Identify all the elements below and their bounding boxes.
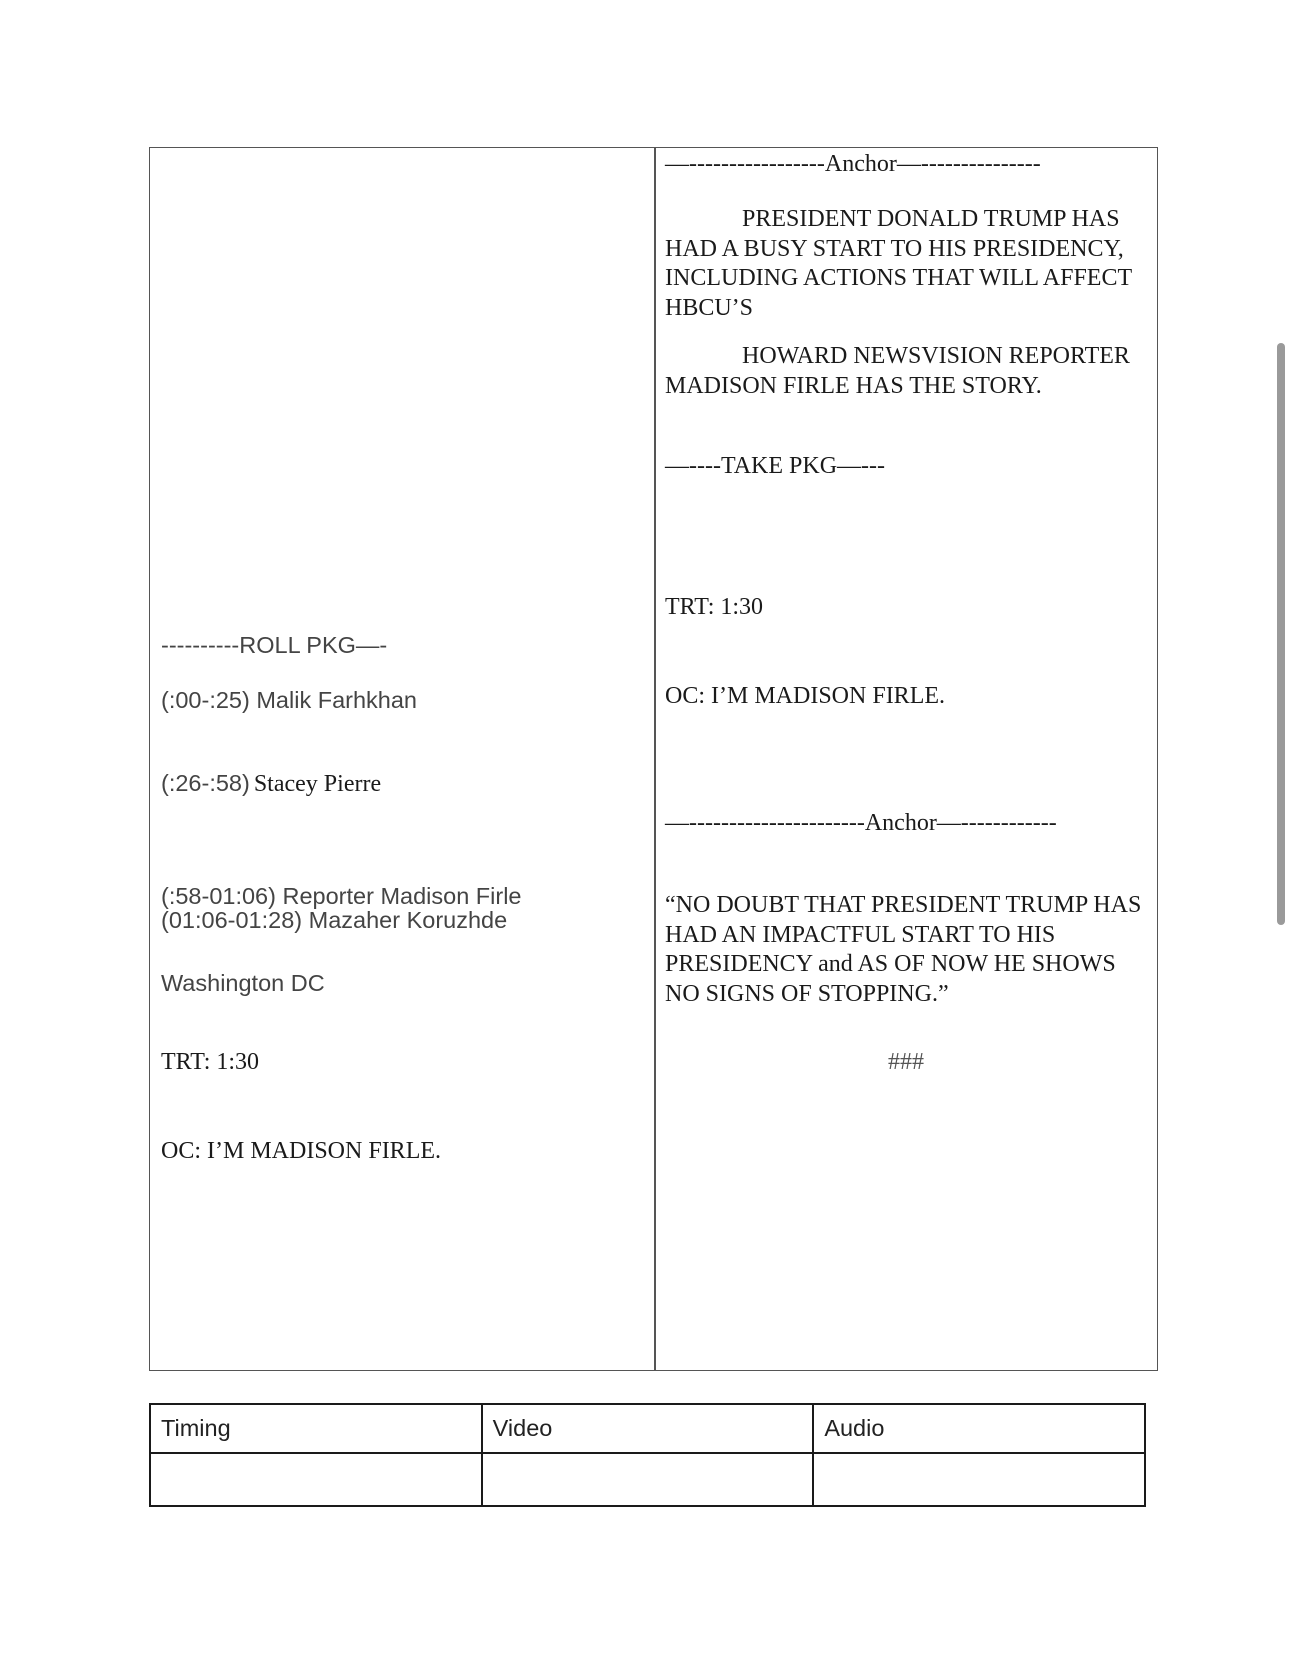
segment-3-name: Reporter Madison Firle — [282, 883, 522, 909]
segment-4-name: Mazaher Koruzhde — [308, 907, 508, 933]
segment-4-time: (01:06-01:28) — [161, 907, 303, 933]
audio-trt-oc — [665, 534, 1147, 770]
template-table — [149, 1403, 1146, 1507]
segment-3-time: (:58-01:06) — [161, 883, 276, 909]
vertical-scrollbar[interactable] — [1277, 343, 1285, 925]
roll-pkg-cue: ----------ROLL PKG—- — [161, 632, 388, 658]
segment-1-time: (:00-:25) — [161, 687, 250, 713]
anchor-header-2: —----------------------Anchor—------------ — [665, 810, 1057, 836]
template-table-row — [150, 1453, 1145, 1506]
segment-4 — [161, 906, 641, 935]
segment-2-time: (:26-:58) — [161, 770, 250, 796]
segment-1-name: Malik Farhkhan — [256, 687, 418, 713]
video-oc: OC: I’M MADISON FIRLE. — [161, 1137, 442, 1164]
header-timing: Timing — [150, 1404, 482, 1453]
video-trt: TRT: 1:30 — [161, 1049, 260, 1075]
cell-video[interactable] — [482, 1453, 814, 1506]
anchor-paragraph-1: PRESIDENT DONALD TRUMP HAS HAD A BUSY START TO HIS PRESIDENCY, INCLUDING ACTIONS THAT WILL AFFECT HBCU’S — [665, 206, 1138, 321]
script-table — [149, 147, 1158, 1371]
end-mark: ### — [888, 1049, 924, 1075]
take-pkg-cue: —----TAKE PKG—--- — [665, 453, 886, 479]
anchor-quote: “NO DOUBT THAT PRESIDENT TRUMP HAS HAD AN IMPACTFUL START TO HIS PRESIDENCY and AS OF NOW HE SHOWS NO SIGNS OF STOPPING.” — [665, 892, 1148, 1007]
anchor-header-1: —-----------------Anchor—--------------- — [665, 151, 1041, 177]
segment-2-name: Stacey Pierre — [253, 771, 382, 797]
audio-oc: OC: I’M MADISON FIRLE. — [665, 682, 946, 709]
header-audio: Audio — [813, 1404, 1145, 1453]
segment-2 — [161, 769, 641, 800]
column-divider — [654, 148, 656, 1370]
cell-audio[interactable] — [813, 1453, 1145, 1506]
template-table-header-row — [150, 1404, 1145, 1453]
anchor-paragraph-2: HOWARD NEWSVISION REPORTER MADISON FIRLE HAS THE STORY. — [665, 343, 1136, 399]
video-trt-oc — [161, 989, 641, 1225]
segment-3-location: Washington DC — [161, 970, 325, 996]
segment-1 — [161, 686, 641, 715]
header-video: Video — [482, 1404, 814, 1453]
cell-timing[interactable] — [150, 1453, 482, 1506]
audio-trt: TRT: 1:30 — [665, 594, 764, 620]
